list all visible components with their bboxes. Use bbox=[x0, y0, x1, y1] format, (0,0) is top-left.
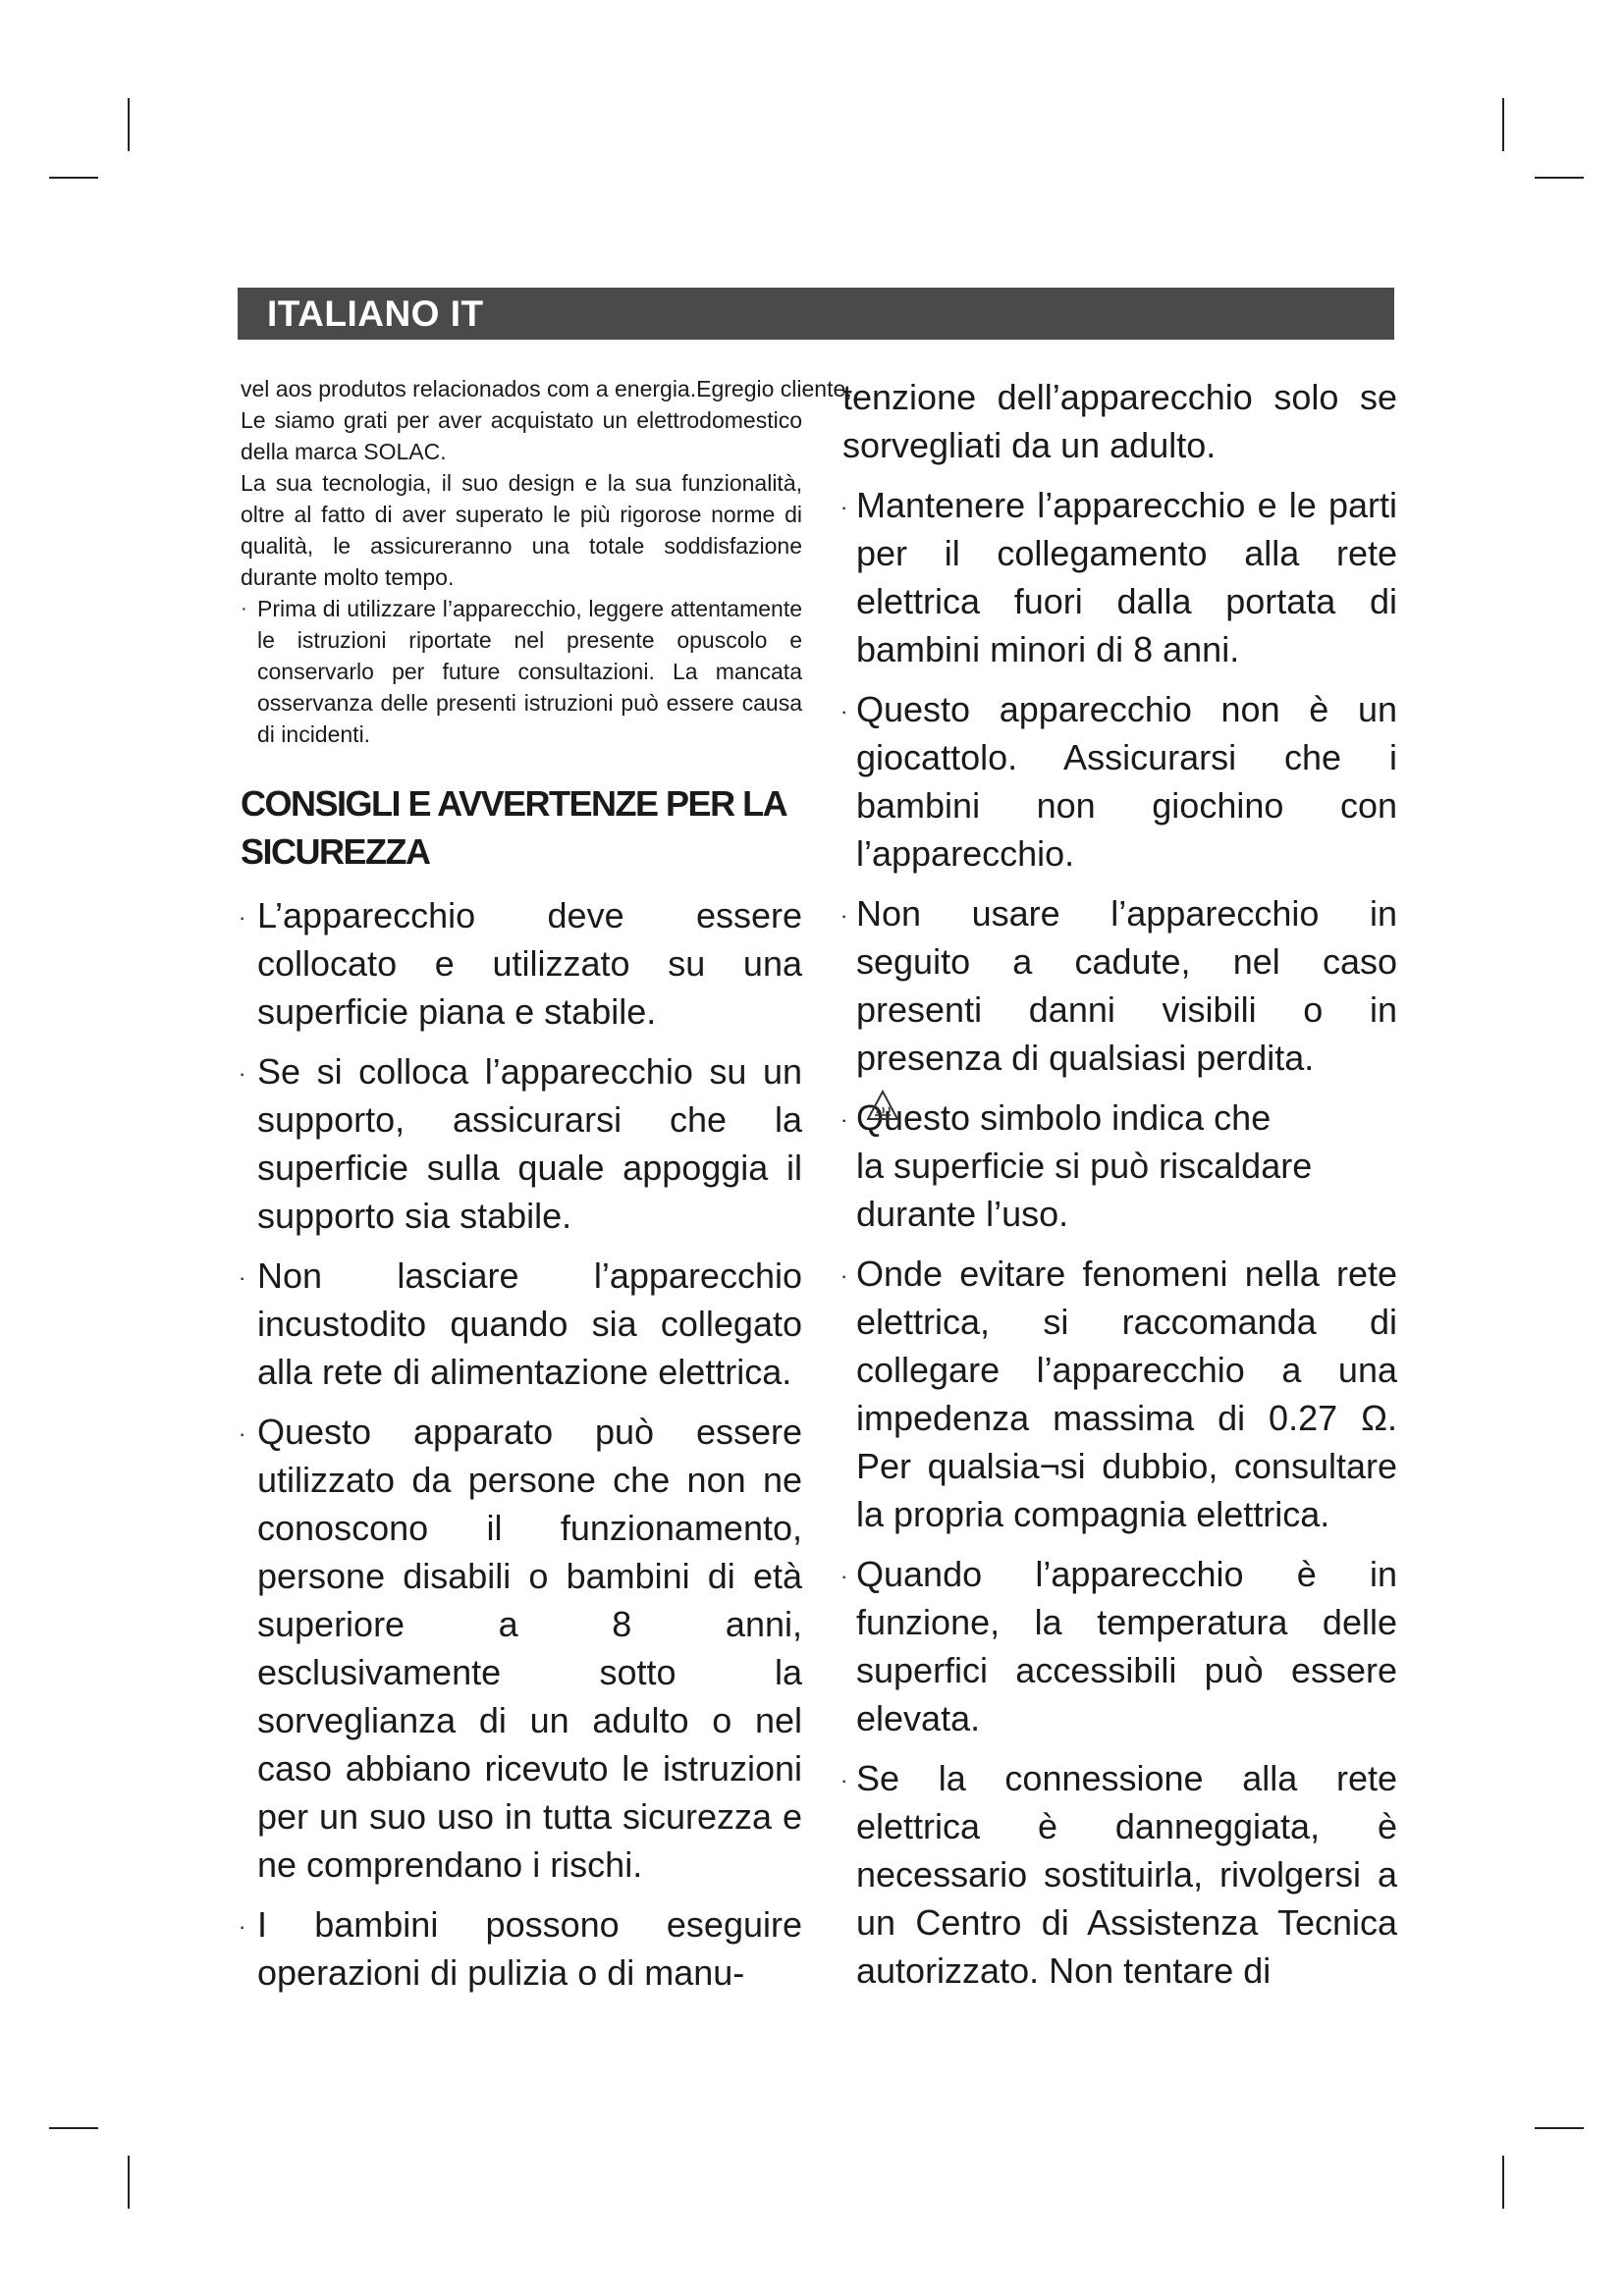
intro-overflow-line: vel aos produtos relacionados com a energia.Egregio cliente, bbox=[241, 376, 852, 401]
bullet-dot: · bbox=[840, 699, 848, 723]
safety-item-text: Quando l’apparecchio è in funzione, la temperatura delle superfici accessibili può essere elevata. bbox=[856, 1554, 1397, 1738]
left-column bbox=[239, 373, 852, 2008]
symbol-item-line: durante l’uso. bbox=[856, 1194, 1069, 1234]
bullet-dot: · bbox=[239, 1421, 246, 1446]
safety-item-text: Questo apparecchio non è un giocattolo. Assicurarsi che i bambini non giochino con l’apparecchio. bbox=[856, 689, 1397, 874]
safety-item-text: Non usare l’apparecchio in seguito a cadute, nel caso presenti danni visibili o in presenza di qualsiasi perdita. bbox=[856, 893, 1397, 1078]
list-item bbox=[241, 1047, 802, 1240]
bullet-dot: · bbox=[840, 1107, 848, 1132]
safety-item-text: Se si colloca l’apparecchio su un supporto, assicurarsi che la superficie sulla quale appoggia il supporto sia stabile. bbox=[257, 1051, 802, 1236]
list-item bbox=[241, 1408, 802, 1889]
safety-list-left bbox=[241, 891, 802, 1997]
crop-mark bbox=[1502, 98, 1504, 151]
list-item bbox=[842, 1754, 1397, 1995]
right-column bbox=[842, 373, 1397, 2006]
intro-paragraph: Le siamo grati per aver acquistato un elettrodomestico della marca SOLAC. bbox=[241, 407, 802, 464]
crop-mark bbox=[49, 177, 98, 179]
continued-text: tenzione dell’apparecchio solo se sorvegliati da un adulto. bbox=[842, 377, 1397, 465]
bullet-dot: · bbox=[241, 598, 247, 619]
banner-title: ITALIANO IT bbox=[267, 294, 484, 334]
intro-bullet-list bbox=[241, 593, 802, 750]
safety-item-text: I bambini possono eseguire operazioni di pulizia o di manu- bbox=[257, 1904, 802, 1993]
safety-item-text: Onde evitare fenomeni nella rete elettrica, si raccomanda di collegare l’apparecchio a una impedenza massima di 0.27 Ω. Per qualsia¬si dubbio, consultare la propria compagnia elettrica. bbox=[856, 1254, 1397, 1534]
bullet-dot: · bbox=[239, 905, 246, 930]
safety-item-text: Mantenere l’apparecchio e le parti per il collegamento alla rete elettrica fuori dalla portata di bambini minori di 8 anni. bbox=[856, 485, 1397, 669]
list-item bbox=[842, 1550, 1397, 1742]
crop-mark bbox=[1535, 2127, 1584, 2129]
bullet-dot: · bbox=[840, 495, 848, 519]
list-item bbox=[842, 685, 1397, 878]
list-item-hot-surface bbox=[842, 1094, 1397, 1238]
hot-surface-warning-icon bbox=[866, 1090, 899, 1121]
safety-item-text: Non lasciare l’apparecchio incustodito quando sia collegato alla rete di alimentazione elettrica. bbox=[257, 1255, 802, 1392]
list-item bbox=[241, 1900, 802, 1997]
list-item bbox=[842, 481, 1397, 673]
list-item bbox=[241, 891, 802, 1036]
list-item bbox=[241, 593, 802, 750]
bullet-dot: · bbox=[840, 903, 848, 928]
bullet-dot: · bbox=[239, 1265, 246, 1290]
safety-item-text: Se la connessione alla rete elettrica è danneggiata, è necessario sostituirla, rivolgersi a un Centro di Assistenza Tecnica autorizzato. Non tentare di bbox=[856, 1758, 1397, 1991]
intro-bullet-text: Prima di utilizzare l’apparecchio, leggere attentamente le istruzioni riportate nel presente opuscolo e conservarlo per future consultazioni. La mancata osservanza delle presenti istruzioni può essere causa di incidenti. bbox=[257, 596, 802, 747]
crop-mark bbox=[49, 2127, 98, 2129]
bullet-dot: · bbox=[840, 1768, 848, 1792]
list-item bbox=[842, 889, 1397, 1082]
symbol-item-line: Questo simbolo indica che bbox=[856, 1097, 1272, 1138]
crop-mark bbox=[1535, 177, 1584, 179]
crop-mark bbox=[1502, 2156, 1504, 2209]
bullet-dot: · bbox=[239, 1914, 246, 1939]
intro-paragraph: La sua tecnologia, il suo design e la sua funzionalità, oltre al fatto di aver superato le più rigorose norme di qualità, le assicureranno una totale soddisfazione durante molto tempo. bbox=[241, 470, 802, 590]
section-title: CONSIGLI E AVVERTENZE PER LA SICUREZZA bbox=[241, 783, 785, 872]
bullet-dot: · bbox=[840, 1263, 848, 1288]
crop-mark bbox=[128, 2156, 130, 2209]
safety-item-text: L’apparecchio deve essere collocato e utilizzato su una superficie piana e stabile. bbox=[257, 895, 802, 1032]
safety-list-right bbox=[842, 373, 1397, 1995]
list-item bbox=[842, 1250, 1397, 1538]
bullet-dot: · bbox=[840, 1564, 848, 1588]
bullet-dot: · bbox=[239, 1061, 246, 1086]
language-banner bbox=[238, 288, 1394, 340]
list-item bbox=[241, 1252, 802, 1396]
safety-item-text: Questo apparato può essere utilizzato da persone che non ne conoscono il funzionamento, persone disabili o bambini di età superiore a 8 anni, esclusivamente sotto la sorveglianza di un adulto o nel caso abbiano ricevuto le istruzioni per un suo uso in tutta sicurezza e ne comprendano i rischi. bbox=[257, 1412, 802, 1885]
symbol-item-line: la superficie si può riscaldare bbox=[856, 1146, 1313, 1186]
crop-mark bbox=[128, 98, 130, 151]
